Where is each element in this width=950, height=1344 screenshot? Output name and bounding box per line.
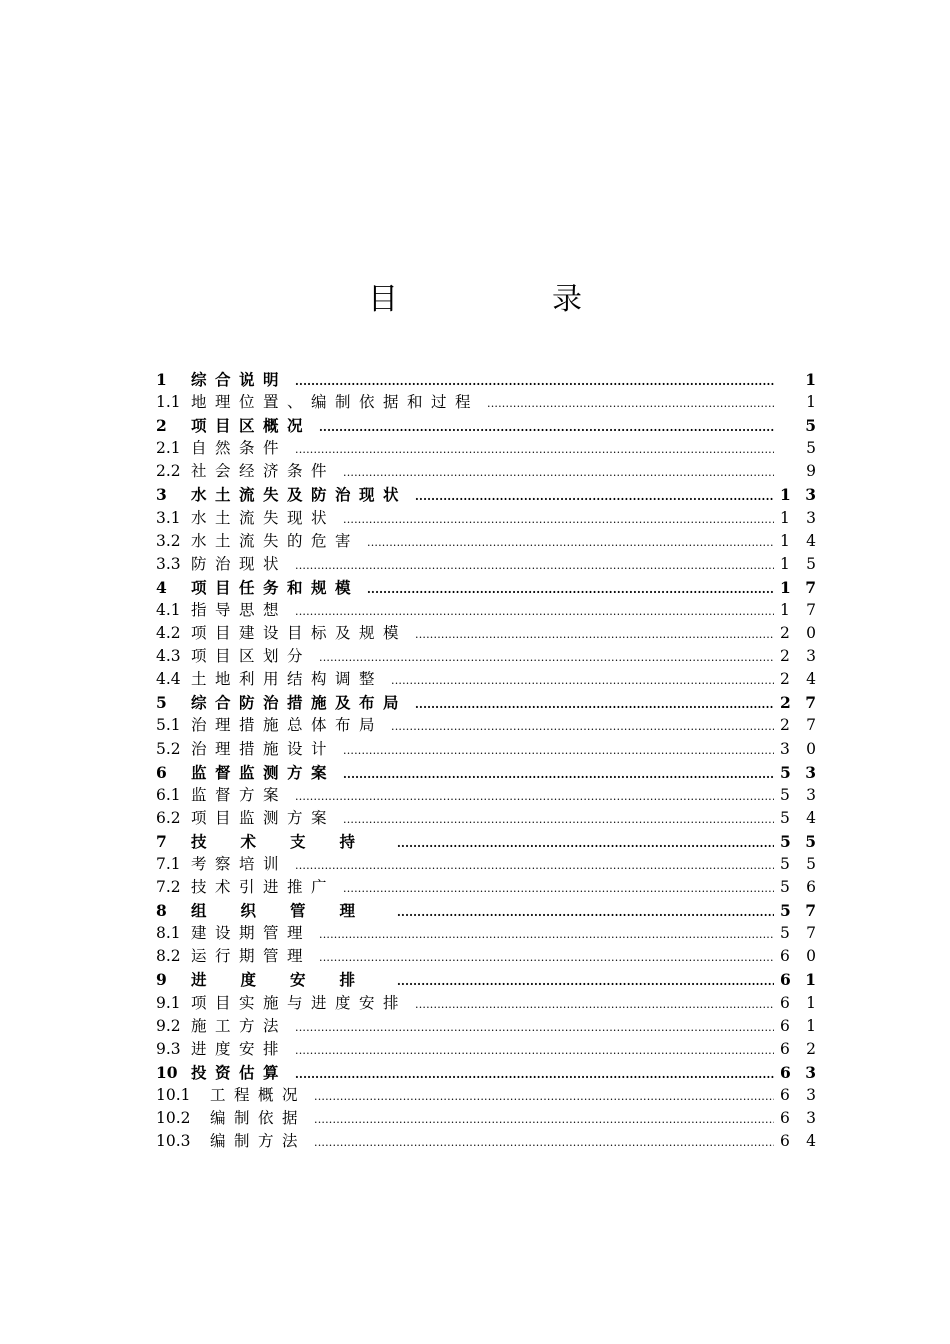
toc-entry-number: 10: [156, 1062, 178, 1082]
toc-entry-page: [780, 691, 816, 714]
toc-page-digit: 5: [780, 831, 791, 851]
toc-entry-page: [780, 1061, 816, 1084]
toc-entry[interactable]: [156, 922, 816, 945]
toc-page-digit: 4: [806, 1132, 816, 1151]
toc-page-digit: 1: [780, 508, 790, 527]
toc-page-digit: 9: [806, 462, 816, 481]
toc-entry-number: 9.3: [156, 1039, 181, 1058]
toc-dot-leader: [343, 763, 774, 786]
toc-entry-number: 5: [156, 693, 167, 713]
toc-entry-title: 防治现状: [191, 554, 288, 573]
toc-page-digit: 5: [806, 439, 816, 458]
toc-entry-number: 6.1: [156, 785, 181, 804]
toc-page-digit: 6: [780, 1085, 790, 1104]
toc-page-digit: 0: [806, 624, 816, 643]
toc-entry[interactable]: [156, 1084, 816, 1107]
toc-page-digit: 7: [805, 901, 816, 921]
toc-page-digit: 3: [806, 1109, 816, 1127]
toc-entry[interactable]: [156, 622, 816, 645]
toc-dot-leader: [343, 877, 774, 900]
toc-entry-title: 投资估算: [191, 1062, 288, 1082]
toc-entry-page: [780, 899, 816, 922]
toc-dot-leader: [295, 438, 774, 461]
toc-entry-page: [780, 1038, 816, 1061]
toc-dot-leader: [343, 808, 774, 831]
toc-entry[interactable]: [156, 668, 816, 691]
toc-entry-number: 9.1: [156, 993, 181, 1012]
toc-entry-number: 2.2: [156, 462, 181, 481]
toc-page-digit: 6: [780, 1016, 790, 1035]
toc-entry-number: 3: [156, 485, 167, 505]
toc-entry-title: 进度安排: [191, 1039, 288, 1058]
toc-dot-leader: [415, 993, 774, 1016]
toc-entry[interactable]: [156, 830, 816, 853]
toc-entry-number: 5.1: [156, 716, 181, 735]
toc-page-digit: 1: [780, 577, 791, 597]
toc-entry-page: [780, 460, 816, 483]
toc-entry[interactable]: [156, 645, 816, 668]
toc-entry-number: 8: [156, 901, 167, 921]
toc-entry-number: 9.2: [156, 1016, 181, 1035]
toc-entry[interactable]: [156, 853, 816, 876]
toc-entry-title: 项目区划分: [191, 647, 312, 666]
toc-page-digit: 7: [806, 716, 816, 735]
toc-entry-number: 2: [156, 416, 167, 436]
toc-entry-page: [780, 853, 816, 876]
toc-entry[interactable]: [156, 691, 816, 714]
toc-entry[interactable]: [156, 899, 816, 922]
toc-dot-leader: [314, 1108, 774, 1131]
toc-page-digit: 5: [780, 785, 790, 804]
toc-page-digit: 2: [780, 647, 790, 666]
toc-dot-leader: [397, 832, 774, 855]
toc-dot-leader: [367, 531, 774, 554]
toc-entry-number: 3.1: [156, 508, 181, 527]
toc-entry-page: [780, 738, 816, 761]
toc-dot-leader: [295, 1016, 774, 1039]
toc-dot-leader: [397, 970, 774, 993]
toc-entry-title: 技术引进推广: [191, 878, 336, 897]
toc-dot-leader: [397, 901, 774, 924]
toc-entry-title: 项目区概况: [191, 416, 312, 436]
toc-entry-number: 7.1: [156, 854, 181, 873]
toc-entry[interactable]: [156, 576, 816, 599]
toc-dot-leader: [343, 739, 774, 762]
toc-entry-title: 项目建设目标及规模: [191, 624, 408, 643]
toc-page-digit: 1: [780, 600, 790, 619]
toc-entry[interactable]: [156, 414, 816, 437]
toc-page-digit: 1: [780, 554, 790, 573]
toc-page-digit: 5: [805, 831, 816, 851]
toc-entry[interactable]: [156, 945, 816, 968]
toc-entry-number: 3.2: [156, 531, 181, 550]
toc-entry-number: 4.4: [156, 670, 181, 689]
toc-page-digit: 3: [806, 785, 816, 804]
toc-entry[interactable]: [156, 807, 816, 830]
toc-entry-title: 运行期管理: [191, 947, 312, 966]
toc-entry-number: 1.1: [156, 393, 181, 412]
toc-entry-page: [780, 784, 816, 807]
toc-dot-leader: [415, 485, 774, 508]
toc-page-digit: 3: [806, 1085, 816, 1104]
toc-entry[interactable]: [156, 599, 816, 622]
toc-entry-page: [780, 1084, 816, 1107]
toc-dot-leader: [319, 946, 774, 969]
toc-page-digit: 6: [780, 1062, 791, 1082]
toc-entry-title: 综合防治措施及布局: [191, 693, 408, 713]
toc-entry-title: 组织管理: [191, 901, 390, 921]
toc-entry-number: 1: [156, 370, 167, 389]
toc-entry-page: [780, 553, 816, 576]
toc-entry-page: [780, 992, 816, 1015]
toc-page-digit: 2: [780, 716, 790, 735]
toc-page-digit: 5: [780, 901, 791, 921]
toc-entry-page: [780, 599, 816, 622]
toc-page-digit: 6: [780, 1132, 790, 1151]
toc-entry-title: 工程概况: [210, 1085, 307, 1104]
toc-page-digit: 5: [780, 878, 790, 897]
toc-entry-number: 9: [156, 970, 167, 990]
toc-entry-title: 社会经济条件: [191, 462, 336, 481]
toc-entry[interactable]: [156, 391, 816, 414]
toc-dot-leader: [391, 715, 774, 738]
toc-entry-number: 4: [156, 577, 167, 597]
toc-entry-number: 7: [156, 831, 167, 851]
page-title: 目 录: [368, 282, 644, 317]
toc-entry-title: 编制依据: [210, 1109, 307, 1127]
toc-entry-number: 2.1: [156, 439, 181, 458]
toc-page-digit: 0: [806, 947, 816, 966]
toc-page-digit: 4: [806, 670, 816, 689]
toc-page-digit: 3: [805, 762, 816, 782]
toc-dot-leader: [391, 669, 774, 692]
toc-entry[interactable]: [156, 714, 816, 737]
toc-entry[interactable]: [156, 460, 816, 483]
toc-entry-title: 水土流失现状: [191, 508, 336, 527]
toc-entry-number: 10.3: [156, 1132, 191, 1151]
toc-dot-leader: [295, 854, 774, 877]
toc-entry[interactable]: [156, 1061, 816, 1084]
toc-page-digit: 5: [780, 808, 790, 827]
toc-entry-number: 10.2: [156, 1109, 191, 1127]
toc-entry-page: [780, 437, 816, 460]
toc-page-digit: 7: [805, 693, 816, 713]
toc-page-digit: 2: [806, 1039, 816, 1058]
toc-entry-page: [780, 968, 816, 991]
toc-entry-number: 5.2: [156, 739, 181, 758]
toc-page-digit: 3: [806, 508, 816, 527]
toc-dot-leader: [314, 1131, 774, 1154]
toc-dot-leader: [295, 554, 774, 577]
toc-page-digit: 1: [806, 993, 816, 1012]
toc-entry-number: 4.2: [156, 624, 181, 643]
toc-entry[interactable]: [156, 1015, 816, 1038]
toc-entry-title: 水土流失的危害: [191, 531, 360, 550]
toc-entry[interactable]: [156, 992, 816, 1015]
toc-entry-title: 综合说明: [191, 370, 288, 389]
toc-page-digit: 3: [806, 647, 816, 666]
toc-dot-leader: [319, 646, 774, 669]
toc-dot-leader: [295, 1039, 774, 1062]
toc-page-digit: 6: [780, 1109, 790, 1127]
toc-entry-page: [780, 876, 816, 899]
toc-entry-page: [780, 714, 816, 737]
toc-entry-title: 建设期管理: [191, 924, 312, 943]
toc-dot-leader: [415, 693, 774, 716]
toc-entry-number: 6.2: [156, 808, 181, 827]
toc-page-digit: 1: [805, 970, 816, 990]
toc-entry-number: 8.1: [156, 924, 181, 943]
toc-page-digit: 6: [780, 947, 790, 966]
toc-page-digit: 5: [780, 762, 791, 782]
toc-entry-title: 水土流失及防治现状: [191, 485, 408, 505]
toc-entry[interactable]: [156, 483, 816, 506]
toc-dot-leader: [319, 416, 774, 439]
toc-entry-page: [780, 945, 816, 968]
toc-entry-page: [780, 1130, 816, 1153]
toc-entry[interactable]: [156, 1130, 816, 1153]
toc-entry-title: 项目任务和规模: [191, 577, 360, 597]
toc-entry-title: 技术支持: [191, 831, 390, 851]
toc-page-digit: 1: [805, 370, 816, 389]
toc-entry-page: [780, 368, 816, 391]
toc-entry-title: 监督监测方案: [191, 762, 336, 782]
toc-entry-page: [780, 830, 816, 853]
toc-entry[interactable]: [156, 968, 816, 991]
toc-entry-page: [780, 391, 816, 414]
toc-page-digit: 7: [806, 924, 816, 943]
toc-entry-title: 治理措施总体布局: [191, 716, 384, 735]
toc-page-digit: 1: [806, 1016, 816, 1035]
toc-page-digit: 5: [780, 854, 790, 873]
toc-entry-page: [780, 507, 816, 530]
toc-entry[interactable]: [156, 368, 816, 391]
toc-entry-title: 进度安排: [191, 970, 390, 990]
toc-dot-leader: [314, 1085, 774, 1108]
toc-page-digit: 4: [806, 808, 816, 827]
table-of-contents: [156, 368, 816, 1153]
toc-entry-page: [780, 807, 816, 830]
toc-entry[interactable]: [156, 876, 816, 899]
toc-page-digit: 2: [780, 693, 791, 713]
toc-page-digit: 1: [806, 393, 816, 412]
toc-entry[interactable]: [156, 553, 816, 576]
toc-entry-page: [780, 576, 816, 599]
toc-page-digit: 7: [805, 577, 816, 597]
toc-entry-page: [780, 414, 816, 437]
toc-page-digit: 3: [780, 739, 790, 758]
toc-entry-title: 施工方法: [191, 1016, 288, 1035]
toc-page-digit: 2: [780, 624, 790, 643]
toc-page-digit: 7: [806, 600, 816, 619]
toc-dot-leader: [295, 370, 774, 393]
toc-entry-page: [780, 668, 816, 691]
toc-entry-page: [780, 530, 816, 553]
toc-dot-leader: [343, 461, 774, 484]
toc-entry-title: 指导思想: [191, 600, 288, 619]
toc-entry-page: [780, 1107, 816, 1130]
toc-entry-number: 4.1: [156, 600, 181, 619]
toc-entry-number: 6: [156, 762, 167, 782]
toc-dot-leader: [487, 392, 774, 415]
toc-entry-page: [780, 622, 816, 645]
toc-dot-leader: [295, 785, 774, 808]
toc-entry-title: 土地利用结构调整: [191, 670, 384, 689]
toc-entry-number: 10.1: [156, 1085, 191, 1104]
toc-entry-title: 监督方案: [191, 785, 288, 804]
toc-entry[interactable]: [156, 1107, 816, 1130]
toc-entry[interactable]: [156, 1038, 816, 1061]
toc-dot-leader: [295, 1063, 774, 1086]
toc-entry-page: [780, 1015, 816, 1038]
toc-entry-page: [780, 645, 816, 668]
toc-entry[interactable]: [156, 437, 816, 460]
toc-page-digit: 1: [780, 485, 791, 505]
toc-dot-leader: [343, 508, 774, 531]
toc-entry-title: 编制方法: [210, 1132, 307, 1151]
toc-page-digit: 5: [806, 854, 816, 873]
toc-entry-number: 7.2: [156, 878, 181, 897]
toc-entry-title: 项目监测方案: [191, 808, 336, 827]
toc-dot-leader: [415, 623, 774, 646]
toc-page-digit: 6: [780, 970, 791, 990]
toc-entry-number: 3.3: [156, 554, 181, 573]
toc-entry-title: 项目实施与进度安排: [191, 993, 408, 1012]
toc-page-digit: 6: [780, 993, 790, 1012]
toc-dot-leader: [367, 578, 774, 601]
toc-entry-number: 8.2: [156, 947, 181, 966]
toc-entry-page: [780, 761, 816, 784]
toc-entry-page: [780, 483, 816, 506]
toc-entry-title: 地理位置、编制依据和过程: [191, 393, 480, 412]
toc-entry-title: 治理措施设计: [191, 739, 336, 758]
toc-entry-title: 自然条件: [191, 439, 288, 458]
toc-entry-page: [780, 922, 816, 945]
toc-entry[interactable]: [156, 784, 816, 807]
toc-entry-title: 考察培训: [191, 854, 288, 873]
toc-page-digit: 5: [806, 554, 816, 573]
toc-dot-leader: [295, 600, 774, 623]
toc-page-digit: 1: [780, 531, 790, 550]
toc-page-digit: 5: [805, 416, 816, 436]
toc-entry[interactable]: [156, 738, 816, 761]
toc-page-digit: 4: [806, 531, 816, 550]
toc-entry[interactable]: [156, 530, 816, 553]
toc-page-digit: 6: [806, 878, 816, 897]
toc-page-digit: 6: [780, 1039, 790, 1058]
toc-dot-leader: [319, 923, 774, 946]
toc-entry-number: 4.3: [156, 647, 181, 666]
toc-page-digit: 2: [780, 670, 790, 689]
toc-entry[interactable]: [156, 761, 816, 784]
toc-page-digit: 3: [805, 485, 816, 505]
toc-page-digit: 3: [805, 1062, 816, 1082]
toc-page-digit: 0: [806, 739, 816, 758]
toc-page-digit: 5: [780, 924, 790, 943]
toc-entry[interactable]: [156, 507, 816, 530]
